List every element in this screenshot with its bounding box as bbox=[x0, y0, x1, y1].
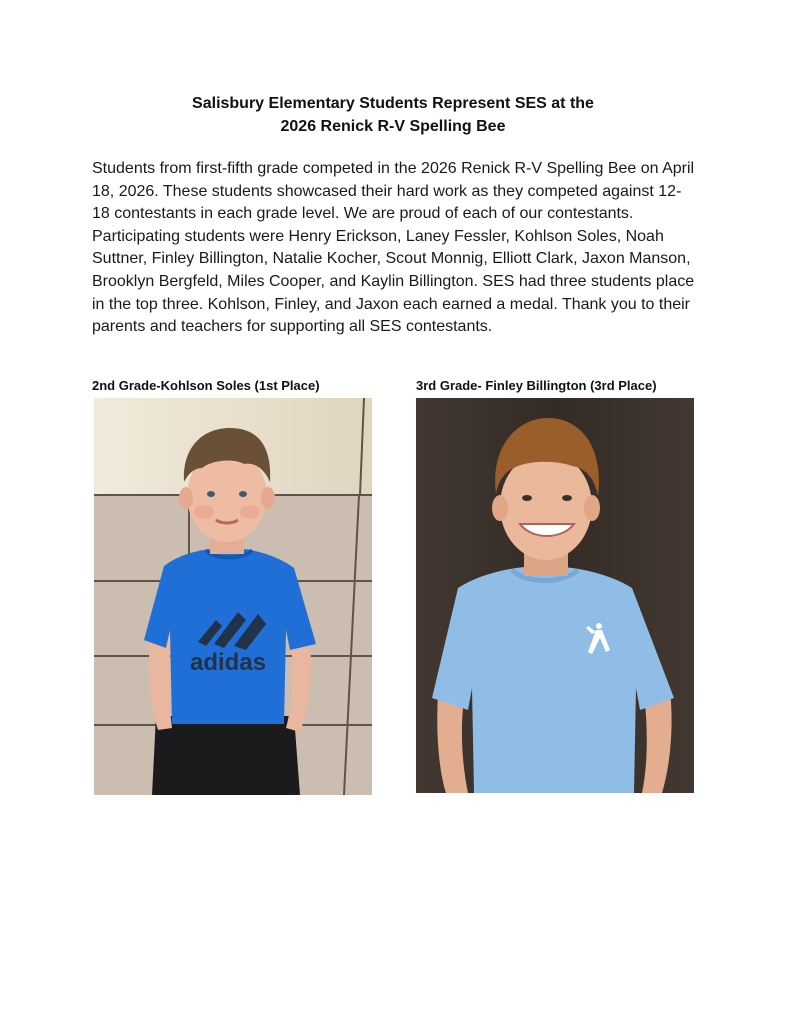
photo-caption-finley: 3rd Grade- Finley Billington (3rd Place) bbox=[416, 378, 657, 393]
title-line-1: Salisbury Elementary Students Represent SES at the bbox=[192, 95, 594, 112]
title-line-2: 2026 Renick R-V Spelling Bee bbox=[280, 118, 506, 135]
photo-caption-kohlson: 2nd Grade-Kohlson Soles (1st Place) bbox=[92, 378, 320, 393]
shirt-logo-text: adidas bbox=[189, 649, 267, 676]
article-body: Students from first-fifth grade competed in the 2026 Renick R-V Spelling Bee on April 18, 2026. These students showcased their hard work as they competed against 12-18 contestants in each grade level. We are proud of each of our contestants. Participating students were Henry Erickson, Laney Fessler, Kohlson Soles, Noah Suttner, Finley Billington, Natalie Kocher, Scout Monnig, Elliott Clark, Jaxon Manson, Brooklyn Bergfeld, Miles Cooper, and Kaylin Billington. SES had three students place in the top three. Kohlson, Finley, and Jaxon each earned a medal. Thank you to their parents and teachers for supporting all SES contestants. bbox=[92, 160, 695, 336]
photo-finley-image bbox=[416, 398, 694, 793]
photo-kohlson-image bbox=[94, 398, 372, 795]
article-title bbox=[0, 92, 786, 138]
photo-kohlson-soles bbox=[94, 398, 372, 795]
photo-finley-billington bbox=[416, 398, 694, 793]
